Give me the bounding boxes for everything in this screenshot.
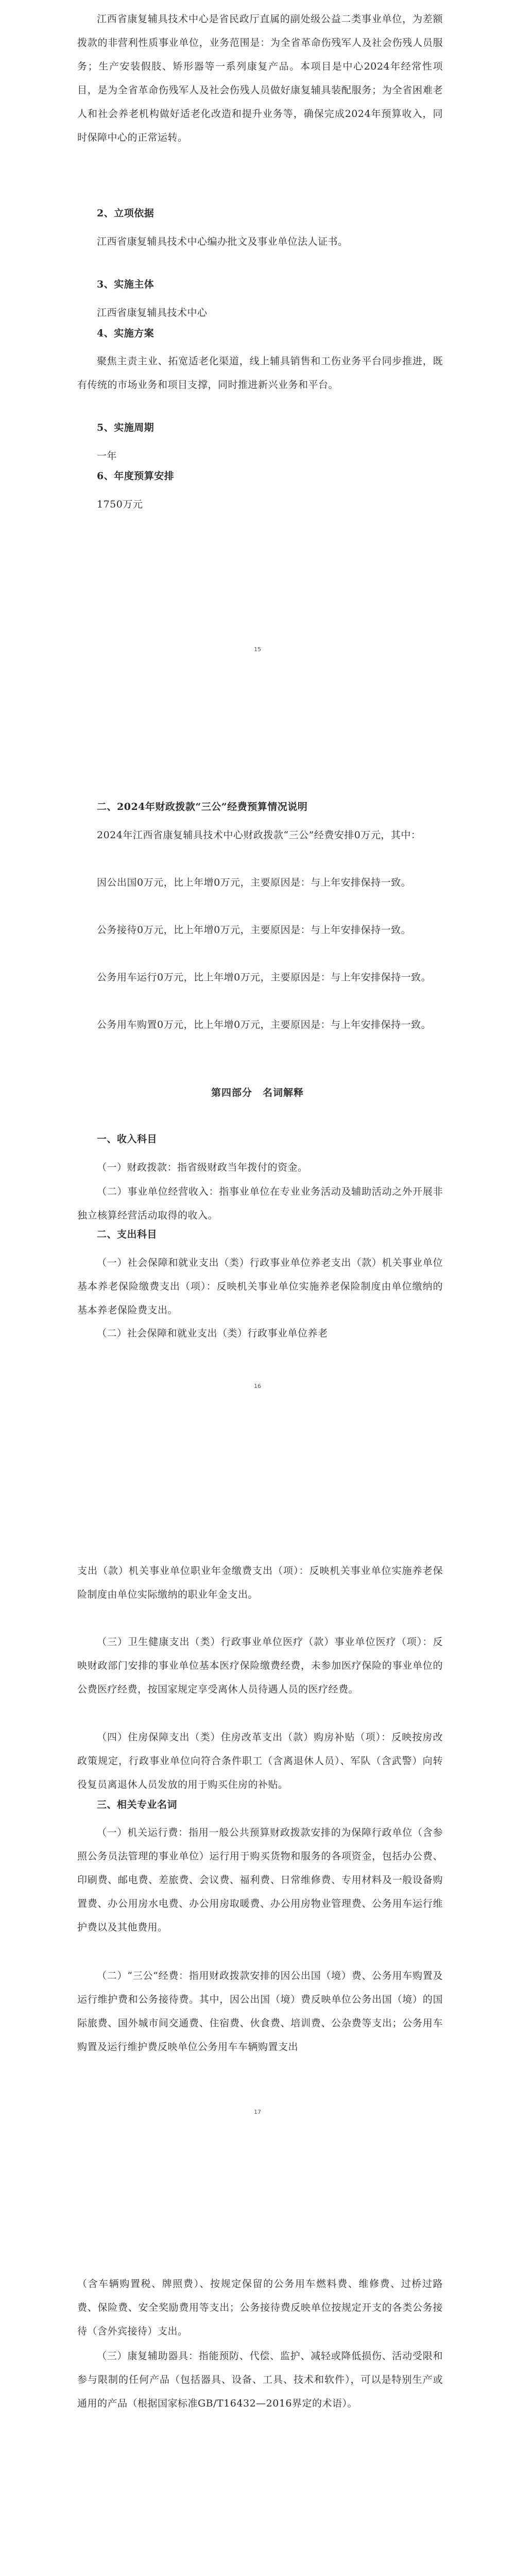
term-three-public: （二）“三公”经费：指用财政拨款安排的因公出国（境）费、公务用车购置及运行维护费和公务接待费。其中，因公出国（境）费反映单位公务出国（境）的国际旅费、国外城市间交通费、住宿费、伙食费、培训费、公杂费等支出；公务用车购置及运行维护费反映单位公务用车车辆购置支出 [77,1970,443,2053]
expense-annuity-cont: 支出（款）机关事业单位职业年金缴费支出（项）：反映机关事业单位实施养老保险制度由单位实际缴纳的职业年金支出。 [77,1565,443,1600]
three-public-total: 2024年江西省康复辅具技术中心财政拨款“三公”经费安排0万元，其中： [97,829,421,841]
term-three-public-cont: （含车辆购置税、牌照费）、按规定保留的公务用车燃料费、维修费、过桥过路费、保险费、安全奖励费用等支出；公务接待费反映单位按规定开支的各类公务接待（含外宾接待）支出。 [77,2278,443,2337]
heading-plan: 4、实施方案 [97,328,154,339]
heading-terms: 三、相关专业名词 [97,1799,178,1810]
period-text: 一年 [97,450,117,462]
vehicle-purchase-text: 公务用车购置0万元，比上年增0万元，主要原因是：与上年安排保持一致。 [97,1019,432,1030]
term-rehab-aids: （三）康复辅助器具：指能预防、代偿、监护、减轻或降低损伤、活动受限和参与限制的任何产品（包括器具、设备、工具、技术和软件），可以是特别生产或通用的产品（根据国家标准GB/T16432—2016界定的术语）。 [77,2350,443,2409]
page-17 [0,1457,515,2185]
heading-subject: 3、实施主体 [97,279,154,290]
section-heading-three-public: 二、2024年财政拨款“三公”经费预算情况说明 [97,801,308,812]
page-number: 15 [254,646,261,653]
subject-text: 江西省康复辅具技术中心 [97,307,208,318]
heading-income: 一、收入科目 [97,1133,158,1145]
expense-pension: （一）社会保障和就业支出（类）行政事业单位养老支出（款）机关事业单位基本养老保险缴费支出（项）：反映机关事业单位实施养老保险制度由单位缴纳的基本养老保险费支出。 [77,1257,443,1316]
income-business: （二）事业单位经营收入：指事业单位在专业业务活动及辅助活动之外开展非独立核算经营活动取得的收入。 [77,1186,443,1221]
reception-text: 公务接待0万元，比上年增0万元，主要原因是：与上年安排保持一致。 [97,924,411,936]
page-18 [0,2185,515,2576]
expense-medical: （三）卫生健康支出（类）行政事业单位医疗（款）事业单位医疗（项）：反映财政部门安排的事业单位基本医疗保险缴费经费，未参加医疗保险的事业单位的公费医疗经费，按国家规定享受离休人员待遇人员的医疗经费。 [77,1636,443,1695]
term-operation-fee: （一）机关运行费：指用一般公共预算财政拨款安排的为保障行政单位（含参照公务员法管理的事业单位）运行用于购买货物和服务的各项资金，包括办公费、印刷费、邮电费、差旅费、会议费、福利费、日常维修费、专用材料及一般设备购置费、办公用房水电费、办公用房取暖费、办公用房物业管理费、公务用车运行维护费以及其他费用。 [77,1827,443,1933]
heading-budget: 6、年度预算安排 [97,470,175,482]
page-number: 17 [254,2109,261,2115]
project-intro: 江西省康复辅具技术中心是省民政厅直属的副处级公益二类事业单位，为差额拨款的非营利性质事业单位，业务范围是：为全省革命伤残军人及社会伤残人员服务；生产安装假肢、矫形器等一系列康复产品。本项目是中心2024年经常性项目，是为全省革命伤残军人及社会伤残人员做好康复辅具装配服务；为全省困难老人和社会养老机构做好适老化改造和提升业务等，确保完成2024年预算收入，同时保障中心的正常运转。 [77,13,443,143]
expense-housing: （四）住房保障支出（类）住房改革支出（款）购房补贴（项）：反映按房改政策规定，行政事业单位向符合条件职工（含离退休人员）、军队（含武警）向转役复员离退休人员发放的用于购买住房的补贴。 [77,1732,443,1790]
page-15 [0,0,515,728]
heading-expense: 二、支出科目 [97,1229,158,1240]
plan-text: 聚焦主责主业、拓宽适老化渠道，线上辅具销售和工伤业务平台同步推进，既有传统的市场业务和项目支撑，同时推进新兴业务和平台。 [77,355,443,391]
budget-text: 1750万元 [97,499,143,510]
heading-period: 5、实施周期 [97,422,154,433]
page-number: 16 [254,1383,261,1389]
heading-basis: 2、立项依据 [97,208,154,219]
vehicle-operation-text: 公务用车运行0万元，比上年增0万元，主要原因是：与上年安排保持一致。 [97,972,432,983]
basis-text: 江西省康复辅具技术中心编办批文及事业单位法人证书。 [97,236,348,247]
income-fiscal: （一）财政拨款：指省级财政当年拨付的资金。 [97,1162,308,1173]
part-title: 第四部分 名词解释 [211,1087,304,1098]
page-16 [0,728,515,1457]
expense-annuity-start: （二）社会保障和就业支出（类）行政事业单位养老 [97,1328,328,1339]
overseas-travel-text: 因公出国0万元，比上年增0万元，主要原因是：与上年安排保持一致。 [97,877,411,888]
